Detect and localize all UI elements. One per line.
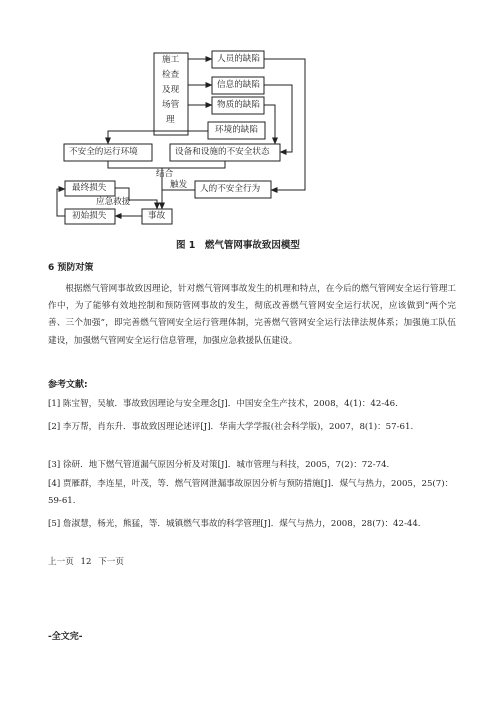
unsafe-env-label: 不安全的运行环境 xyxy=(69,147,138,157)
end-marker: -全文完- xyxy=(48,632,83,642)
trigger-label: 触发 xyxy=(170,180,188,190)
information-defect-label: 信息的缺陷 xyxy=(217,80,260,90)
reference-item: [1] 陈宝智，吴敏．事故致因理论与安全理念[J]．中国安全生产技术，2008，4(1)：42-46. xyxy=(48,399,398,409)
construction-line-3: 及现 xyxy=(162,85,180,95)
reference-item: [3] 徐研．地下燃气管道漏气原因分析及对策[J]．城市管理与科技，2005，7(2)：72-74. xyxy=(48,460,390,470)
initial-loss-label: 初始损失 xyxy=(72,211,107,221)
construction-line-2: 检查 xyxy=(162,70,180,80)
accident-label: 事故 xyxy=(148,211,166,221)
prev-page-link[interactable]: 上一页 xyxy=(48,557,74,567)
next-page-link[interactable]: 下一页 xyxy=(98,557,124,567)
construction-line-1: 施工 xyxy=(162,55,180,65)
figure-caption: 图 1 燃气管网事故致因模型 xyxy=(176,240,300,251)
material-defect-label: 物质的缺陷 xyxy=(217,100,260,110)
emergency-label: 应急救援 xyxy=(96,197,131,207)
unsafe-state-label: 设备和设施的不安全状态 xyxy=(175,147,270,157)
construction-line-5: 理 xyxy=(166,115,175,125)
pagination xyxy=(48,558,124,567)
reference-item: [2] 李万帮，肖东升．事故致因理论述评[J]．华南大学学报(社会科学版)，2007，8(1)：57-61. xyxy=(48,422,414,432)
personnel-defect-label: 人员的缺陷 xyxy=(217,54,260,64)
combine-label: 结合 xyxy=(156,169,174,179)
references-heading: 参考文献: xyxy=(48,380,88,390)
final-loss-label: 最终损失 xyxy=(72,183,107,193)
section-heading: 6 预防对策 xyxy=(48,263,94,273)
unsafe-act-label: 人的不安全行为 xyxy=(200,184,261,194)
construction-line-4: 场管 xyxy=(162,100,180,110)
page-number: 12 xyxy=(80,557,92,567)
reference-item: [5] 詹淑慧，杨光，熊猛，等．城镇燃气事故的科学管理[J]．煤气与热力，2008，28(7)：42-44. xyxy=(48,519,421,529)
accident-causation-diagram xyxy=(0,0,500,240)
reference-item: [4] 贾雁群，李连星，叶茂，等．燃气管网泄漏事故原因分析与预防措施[J]．煤气与热力，2005，25(7)：59-61. xyxy=(48,479,454,506)
environment-defect-label: 环境的缺陷 xyxy=(215,125,258,135)
prevention-paragraph: 根据燃气管网事故致因理论，针对燃气管网事故发生的机理和特点，在今后的燃气管网安全运行管理工作中，为了能够有效地控制和预防管网事故的发生，彻底改善燃气管网安全运行状况，应该做到“两个完善、三个加强”，即完善燃气管网安全运行管理体制，完善燃气管网安全运行法律法规体系；加强施工队伍建设，加强燃气管网安全运行信息管理，加强应急救援队伍建设。 xyxy=(48,284,456,346)
